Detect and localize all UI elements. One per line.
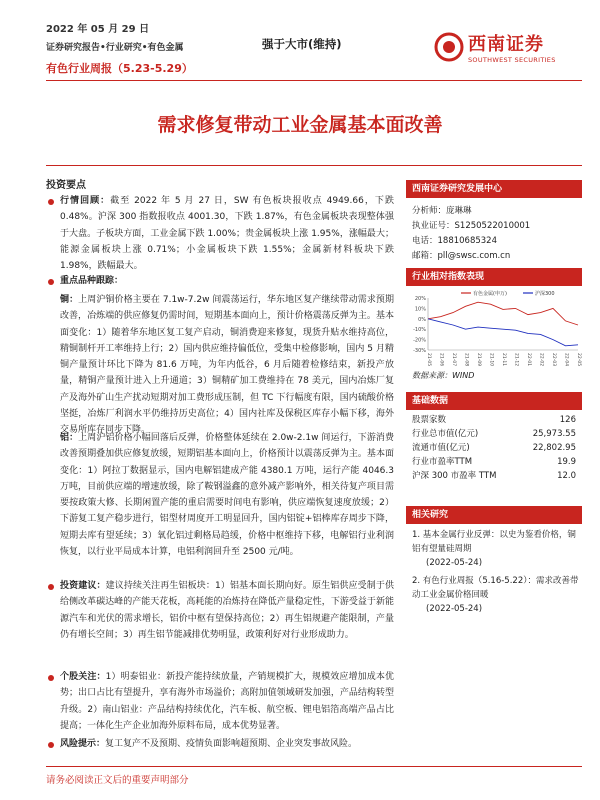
- analyst-info: [412, 204, 530, 264]
- stats-row: [412, 414, 576, 428]
- chart-header: 行业相对指数表现: [406, 268, 582, 286]
- y-tick-label: 0%: [418, 316, 426, 323]
- logo-text-zh: 西南证券: [468, 34, 544, 55]
- license-number: S1250522010001: [454, 221, 531, 231]
- logo-text-en: SOUTHWEST SECURITIES: [468, 56, 556, 64]
- x-tick-label: 22-04: [563, 353, 569, 367]
- legend-label: 沪深300: [535, 291, 555, 297]
- tracking-label: 重点品种跟踪：: [60, 276, 124, 286]
- report-category: 证券研究报告•行业研究•有色金属: [46, 43, 184, 53]
- stats-label: 沪深 300 市盈率 TTM: [412, 471, 497, 481]
- stocks-label: 个股关注：: [60, 672, 106, 682]
- stats-label: 行业市盈率TTM: [412, 457, 473, 467]
- x-tick-label: 21-10: [488, 353, 494, 367]
- stats-value: 19.9: [557, 457, 576, 467]
- stats-value: 12.0: [557, 471, 576, 481]
- stats-row: [412, 428, 576, 442]
- stocks-text: 1）明泰铝业：新投产能持续放量，产销规模扩大，规模效应增加成本优势；出口占比有望提升，享有海外市场溢价；高附加值领域研发加强，产品结构转型升级。2）南山铝业：产品结构持续优化，汽车板、航空板、锂电铝箔高端产品占比提高；一体化生产企业加海外原料布局，成本优势显著。: [60, 672, 394, 731]
- relative-performance-chart: [406, 288, 582, 368]
- x-tick-label: 21-11: [501, 353, 506, 367]
- email-label: 邮箱：: [412, 251, 438, 261]
- bullet-market: [48, 199, 54, 205]
- stats-row: [412, 456, 576, 470]
- stats-row: [412, 442, 576, 456]
- analyst-label: 分析师：: [412, 206, 447, 216]
- phone-number: 18810685324: [437, 236, 498, 246]
- x-tick-label: 21-07: [451, 353, 456, 367]
- x-tick-label: 22-05: [576, 353, 581, 367]
- email-link[interactable]: pll@swsc.com.cn: [437, 251, 511, 261]
- related-item-text: 1. 基本金属行业反弹：以史为鉴看价格，铜铝有望量硅周期: [412, 530, 576, 554]
- stats-label: 行业总市值(亿元): [412, 429, 479, 439]
- market-review-text: 截至 2022 年 5 月 27 日，SW 有色板块报收点 4949.66，下跌 0.48%。沪深 300 指数报收点 4001.30，下跌 1.87%，有色金属板块表现整体强于大盘。子板块方面，工业金属下跌 1.00%；贵金属板块上涨 1.95%，涨幅最大；能源金属板块上涨 0.71%；小金属板块下跌 1.55%；金属新材料板块下跌 1.98%，跌幅最大。: [60, 196, 394, 272]
- related-item-text: 2. 有色行业周报（5.16-5.22）：需求改善带动工业金属价格回暖: [412, 576, 579, 600]
- x-tick-label: 22-01: [526, 353, 531, 367]
- footer-divider: [46, 766, 582, 767]
- legend-label: 有色金属(申万): [473, 291, 507, 297]
- advice-label: 投资建议：: [60, 581, 106, 591]
- related-item-date: (2022-05-24): [426, 604, 483, 614]
- stats-value: 126: [559, 415, 576, 425]
- disclaimer-note: 请务必阅读正文后的重要声明部分: [46, 775, 189, 786]
- x-tick-label: 21-08: [463, 353, 469, 367]
- report-week: 有色行业周报（5.23-5.29）: [46, 62, 193, 75]
- series-line: [428, 302, 578, 325]
- related-header: 相关研究: [406, 506, 582, 524]
- analyst-name: 庞琳琳: [446, 206, 472, 216]
- x-tick-label: 21-09: [476, 353, 481, 367]
- x-tick-label: 22-03: [551, 353, 556, 367]
- series-line: [428, 319, 578, 346]
- risk-label: 风险提示：: [60, 739, 106, 749]
- bullet-tracking: [48, 279, 54, 285]
- bullet-risk: [48, 742, 54, 748]
- aluminum-label: 铝：: [60, 433, 79, 443]
- bullet-advice: [48, 584, 54, 590]
- stock-focus: [60, 669, 394, 734]
- logo-mark-icon: [434, 32, 464, 62]
- market-review: [60, 193, 394, 274]
- license-label: 执业证号：: [412, 221, 455, 231]
- aluminum-paragraph: [60, 430, 394, 560]
- copper-label: 铜：: [60, 295, 79, 305]
- x-tick-label: 21-06: [438, 353, 444, 367]
- market-review-label: 行情回顾：: [60, 196, 111, 206]
- x-tick-label: 21-12: [513, 353, 519, 367]
- stats-header: 基础数据: [406, 392, 582, 410]
- risk-warning: [60, 736, 394, 752]
- chart-source: 数据来源：WIND: [412, 371, 475, 380]
- team-header: 西南证券研究发展中心: [406, 180, 582, 198]
- summary-heading: 投资要点: [46, 180, 86, 191]
- header-divider: [46, 80, 582, 81]
- stats-label: 流通市值(亿元): [412, 443, 470, 453]
- related-list: [412, 528, 580, 616]
- stats-label: 股票家数: [412, 415, 447, 425]
- copper-text: 上周沪铜价格主要在 7.1w-7.2w 间震荡运行，华东地区复产继续带动需求预期改善，冶炼端的供应修复仍需时间，短期基本面向上，预计价格震荡反弹为主。基本面变化：1）随着华东地区复工复产启动，铜消费迎来修复，现货升贴水维持高位，精铜制杆开工率维持上行；2）国内供应维持偏低位，受集中检修影响，国内 5 月精铜产量预计环比下降为 81.6 万吨，为年内低谷，6 月后随着检修结束，新投产放量，精铜产量预计进入上升通道；3）铜精矿加工费维持在 78 美元，国内冶炼厂复产及海外矿山生产扰动短期对加工费形成压制，但 TC 下行幅度有限，国内硫酸价格坚挺，冶炼厂利润水平仍维持历史高位；4）国内社库及保税区库存小幅下移，海外交易所库存同步下降。: [60, 295, 394, 436]
- y-tick-label: -20%: [413, 337, 426, 344]
- stats-value: 25,973.55: [532, 429, 576, 439]
- investment-advice: [60, 578, 394, 643]
- bullet-stocks: [48, 675, 54, 681]
- related-item-date: (2022-05-24): [426, 558, 483, 568]
- copper-paragraph: [60, 292, 394, 439]
- company-logo: [434, 28, 584, 78]
- x-tick-label: 21-05: [426, 353, 431, 367]
- stats-value: 22,802.95: [532, 443, 576, 453]
- related-item[interactable]: [412, 574, 580, 616]
- title-divider: [46, 165, 582, 166]
- advice-text: 建议持续关注再生铝板块：1）铝基本面长期向好。原生铝供应受制于供给侧改革碳达峰的产能天花板，高耗能的冶炼持在降低产量稳定性，下游受益于新能源汽车和光伏的需求增长，铝价中枢有望保持高位；2）再生铝规避产能限制，产量仍有增长空间；3）再生铝节能减排优势明显，政策利好对行业形成助力。: [60, 581, 394, 640]
- y-tick-label: 20%: [414, 296, 426, 302]
- aluminum-text: 上周沪铝价格小幅回落后反弹，价格整体延续在 2.0w-2.1w 间运行，下游消费改善预期叠加供应修复放缓，短期铝基本面向上，价格预计以震荡反弹为主。基本面变化：1）阿拉丁数据显示，国内电解铝建成产能 4380.1 万吨，运行产能 4046.3 万吨，目前供应端的增速放缓，除了鞍钢溢鑫的意外减产影响外，相关待复产项目需要按政策大修、长期闲置产能的重启需要时间电有影响，供应端恢复速度放缓；2）下游复工复产稳步进行，铝型材周度开工明显回升，国内铝锭+铝棒库存周步下降，短期去库有望延续；3）氧化铝过剩格局趋缓，价格中枢维持下移，电解铝行业利润恢复，以行业平局成本计算，电铝利润回升至 2500 元/吨。: [60, 433, 394, 558]
- x-tick-label: 22-02: [538, 353, 544, 367]
- y-tick-label: -10%: [413, 327, 426, 334]
- phone-label: 电话：: [412, 236, 438, 246]
- y-tick-label: 10%: [414, 306, 426, 313]
- related-item[interactable]: [412, 528, 580, 570]
- report-title: 需求修复带动工业金属基本面改善: [157, 114, 443, 136]
- y-tick-label: -30%: [413, 348, 426, 354]
- tracking-heading: [60, 273, 394, 289]
- industry-rating: 强于大市(维持): [262, 37, 342, 51]
- stats-row: [412, 470, 576, 484]
- risk-text: 复工复产不及预期、疫情负面影响超预期、企业突发事故风险。: [105, 739, 358, 749]
- report-date: 2022 年 05 月 29 日: [46, 24, 150, 35]
